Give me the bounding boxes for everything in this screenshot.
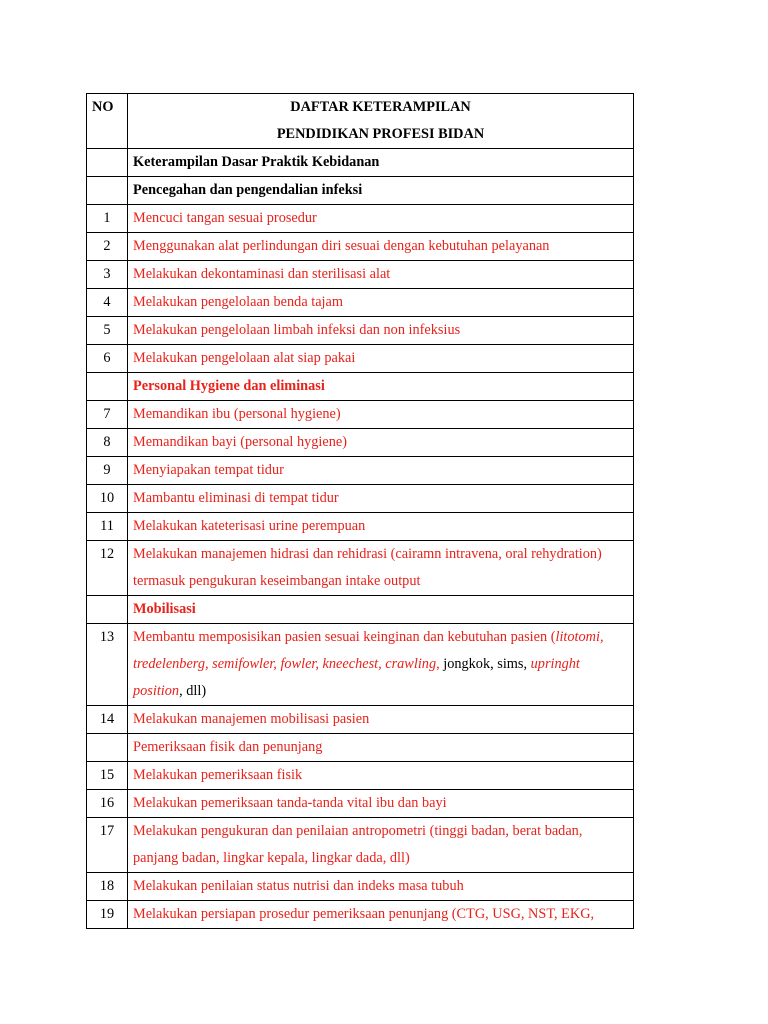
table-row [87, 429, 634, 457]
row-number: 16 [87, 790, 128, 818]
row-number: 15 [87, 762, 128, 790]
skill-text: Melakukan pengelolaan alat siap pakai [128, 345, 634, 373]
row-number: 13 [87, 624, 128, 706]
table-row [87, 289, 634, 317]
section-dasar-praktik: Keterampilan Dasar Praktik Kebidanan [128, 149, 634, 177]
skill-text: Menyiapakan tempat tidur [128, 457, 634, 485]
row-number: 2 [87, 233, 128, 261]
table-row [87, 261, 634, 289]
skill-text: Melakukan dekontaminasi dan sterilisasi alat [128, 261, 634, 289]
no-cell-empty [87, 177, 128, 205]
row-number: 11 [87, 513, 128, 541]
section-pencegahan-infeksi: Pencegahan dan pengendalian infeksi [128, 177, 634, 205]
row-number: 12 [87, 541, 128, 596]
table-row [87, 317, 634, 345]
skill-text: Melakukan pengelolaan benda tajam [128, 289, 634, 317]
skill-text: Memandikan ibu (personal hygiene) [128, 401, 634, 429]
skill-text [128, 818, 634, 873]
skill-text-italic: tredelenberg, semifowler, fowler, kneechest, crawling, [133, 656, 440, 672]
skill-text [128, 541, 634, 596]
no-column-header: NO [87, 94, 128, 149]
table-row [87, 485, 634, 513]
row-number: 1 [87, 205, 128, 233]
skill-text: Menggunakan alat perlindungan diri sesuai dengan kebutuhan pelayanan [128, 233, 634, 261]
skill-text-line-1: Melakukan pengukuran dan penilaian antropometri (tinggi badan, berat badan, [133, 823, 583, 839]
title-line-2: PENDIDIKAN PROFESI BIDAN [276, 126, 485, 142]
skill-text: Melakukan persiapan prosedur pemeriksaan penunjang (CTG, USG, NST, EKG, [128, 901, 634, 929]
row-number: 6 [87, 345, 128, 373]
table-row [87, 762, 634, 790]
skill-text-italic: upringht [530, 656, 580, 672]
table-row [87, 401, 634, 429]
table-title [128, 94, 634, 149]
section-pemeriksaan-fisik: Pemeriksaan fisik dan penunjang [128, 734, 634, 762]
section-row [87, 177, 634, 205]
title-line-1: DAFTAR KETERAMPILAN [290, 99, 471, 115]
table-row [87, 706, 634, 734]
skill-text: Melakukan pemeriksaan tanda-tanda vital ibu dan bayi [128, 790, 634, 818]
skill-text-line-2: panjang badan, lingkar kepala, lingkar dada, dll) [133, 850, 410, 866]
table-row [87, 790, 634, 818]
skill-text-italic: litotomi, [555, 629, 604, 645]
no-cell-empty [87, 596, 128, 624]
no-cell-empty [87, 373, 128, 401]
row-number: 17 [87, 818, 128, 873]
row-number: 8 [87, 429, 128, 457]
skill-text: Melakukan penilaian status nutrisi dan indeks masa tubuh [128, 873, 634, 901]
section-row [87, 734, 634, 762]
no-cell-empty [87, 149, 128, 177]
skill-text: Melakukan manajemen mobilisasi pasien [128, 706, 634, 734]
no-cell-empty [87, 734, 128, 762]
section-row [87, 373, 634, 401]
row-number: 19 [87, 901, 128, 929]
table-row [87, 457, 634, 485]
skill-text [128, 624, 634, 706]
skill-text: Mencuci tangan sesuai prosedur [128, 205, 634, 233]
row-number: 18 [87, 873, 128, 901]
skill-text: Memandikan bayi (personal hygiene) [128, 429, 634, 457]
table-row [87, 873, 634, 901]
skill-text-black: jongkok, sims, [439, 656, 531, 672]
section-mobilisasi: Mobilisasi [128, 596, 634, 624]
row-number: 5 [87, 317, 128, 345]
skill-text-black: , dll) [179, 683, 207, 699]
skills-table [86, 93, 634, 929]
table-row [87, 513, 634, 541]
row-number: 4 [87, 289, 128, 317]
row-number: 14 [87, 706, 128, 734]
skill-text-line-1: Melakukan manajemen hidrasi dan rehidrasi (cairamn intravena, oral rehydration) [133, 546, 602, 562]
section-row [87, 149, 634, 177]
table-row [87, 541, 634, 596]
skill-text: Melakukan kateterisasi urine perempuan [128, 513, 634, 541]
skill-text-line-2: termasuk pengukuran keseimbangan intake output [133, 573, 421, 589]
table-row [87, 818, 634, 873]
section-personal-hygiene: Personal Hygiene dan eliminasi [128, 373, 634, 401]
skill-text-part: Membantu memposisikan pasien sesuai keinginan dan kebutuhan pasien ( [133, 629, 556, 645]
table-row [87, 205, 634, 233]
table-row [87, 901, 634, 929]
skill-text: Melakukan pengelolaan limbah infeksi dan non infeksius [128, 317, 634, 345]
section-row [87, 596, 634, 624]
table-row [87, 345, 634, 373]
row-number: 10 [87, 485, 128, 513]
row-number: 9 [87, 457, 128, 485]
row-number: 3 [87, 261, 128, 289]
table-row [87, 233, 634, 261]
header-row [87, 94, 634, 149]
table-row [87, 624, 634, 706]
skill-text: Melakukan pemeriksaan fisik [128, 762, 634, 790]
skill-text-italic: position [133, 683, 180, 699]
row-number: 7 [87, 401, 128, 429]
skill-text: Mambantu eliminasi di tempat tidur [128, 485, 634, 513]
